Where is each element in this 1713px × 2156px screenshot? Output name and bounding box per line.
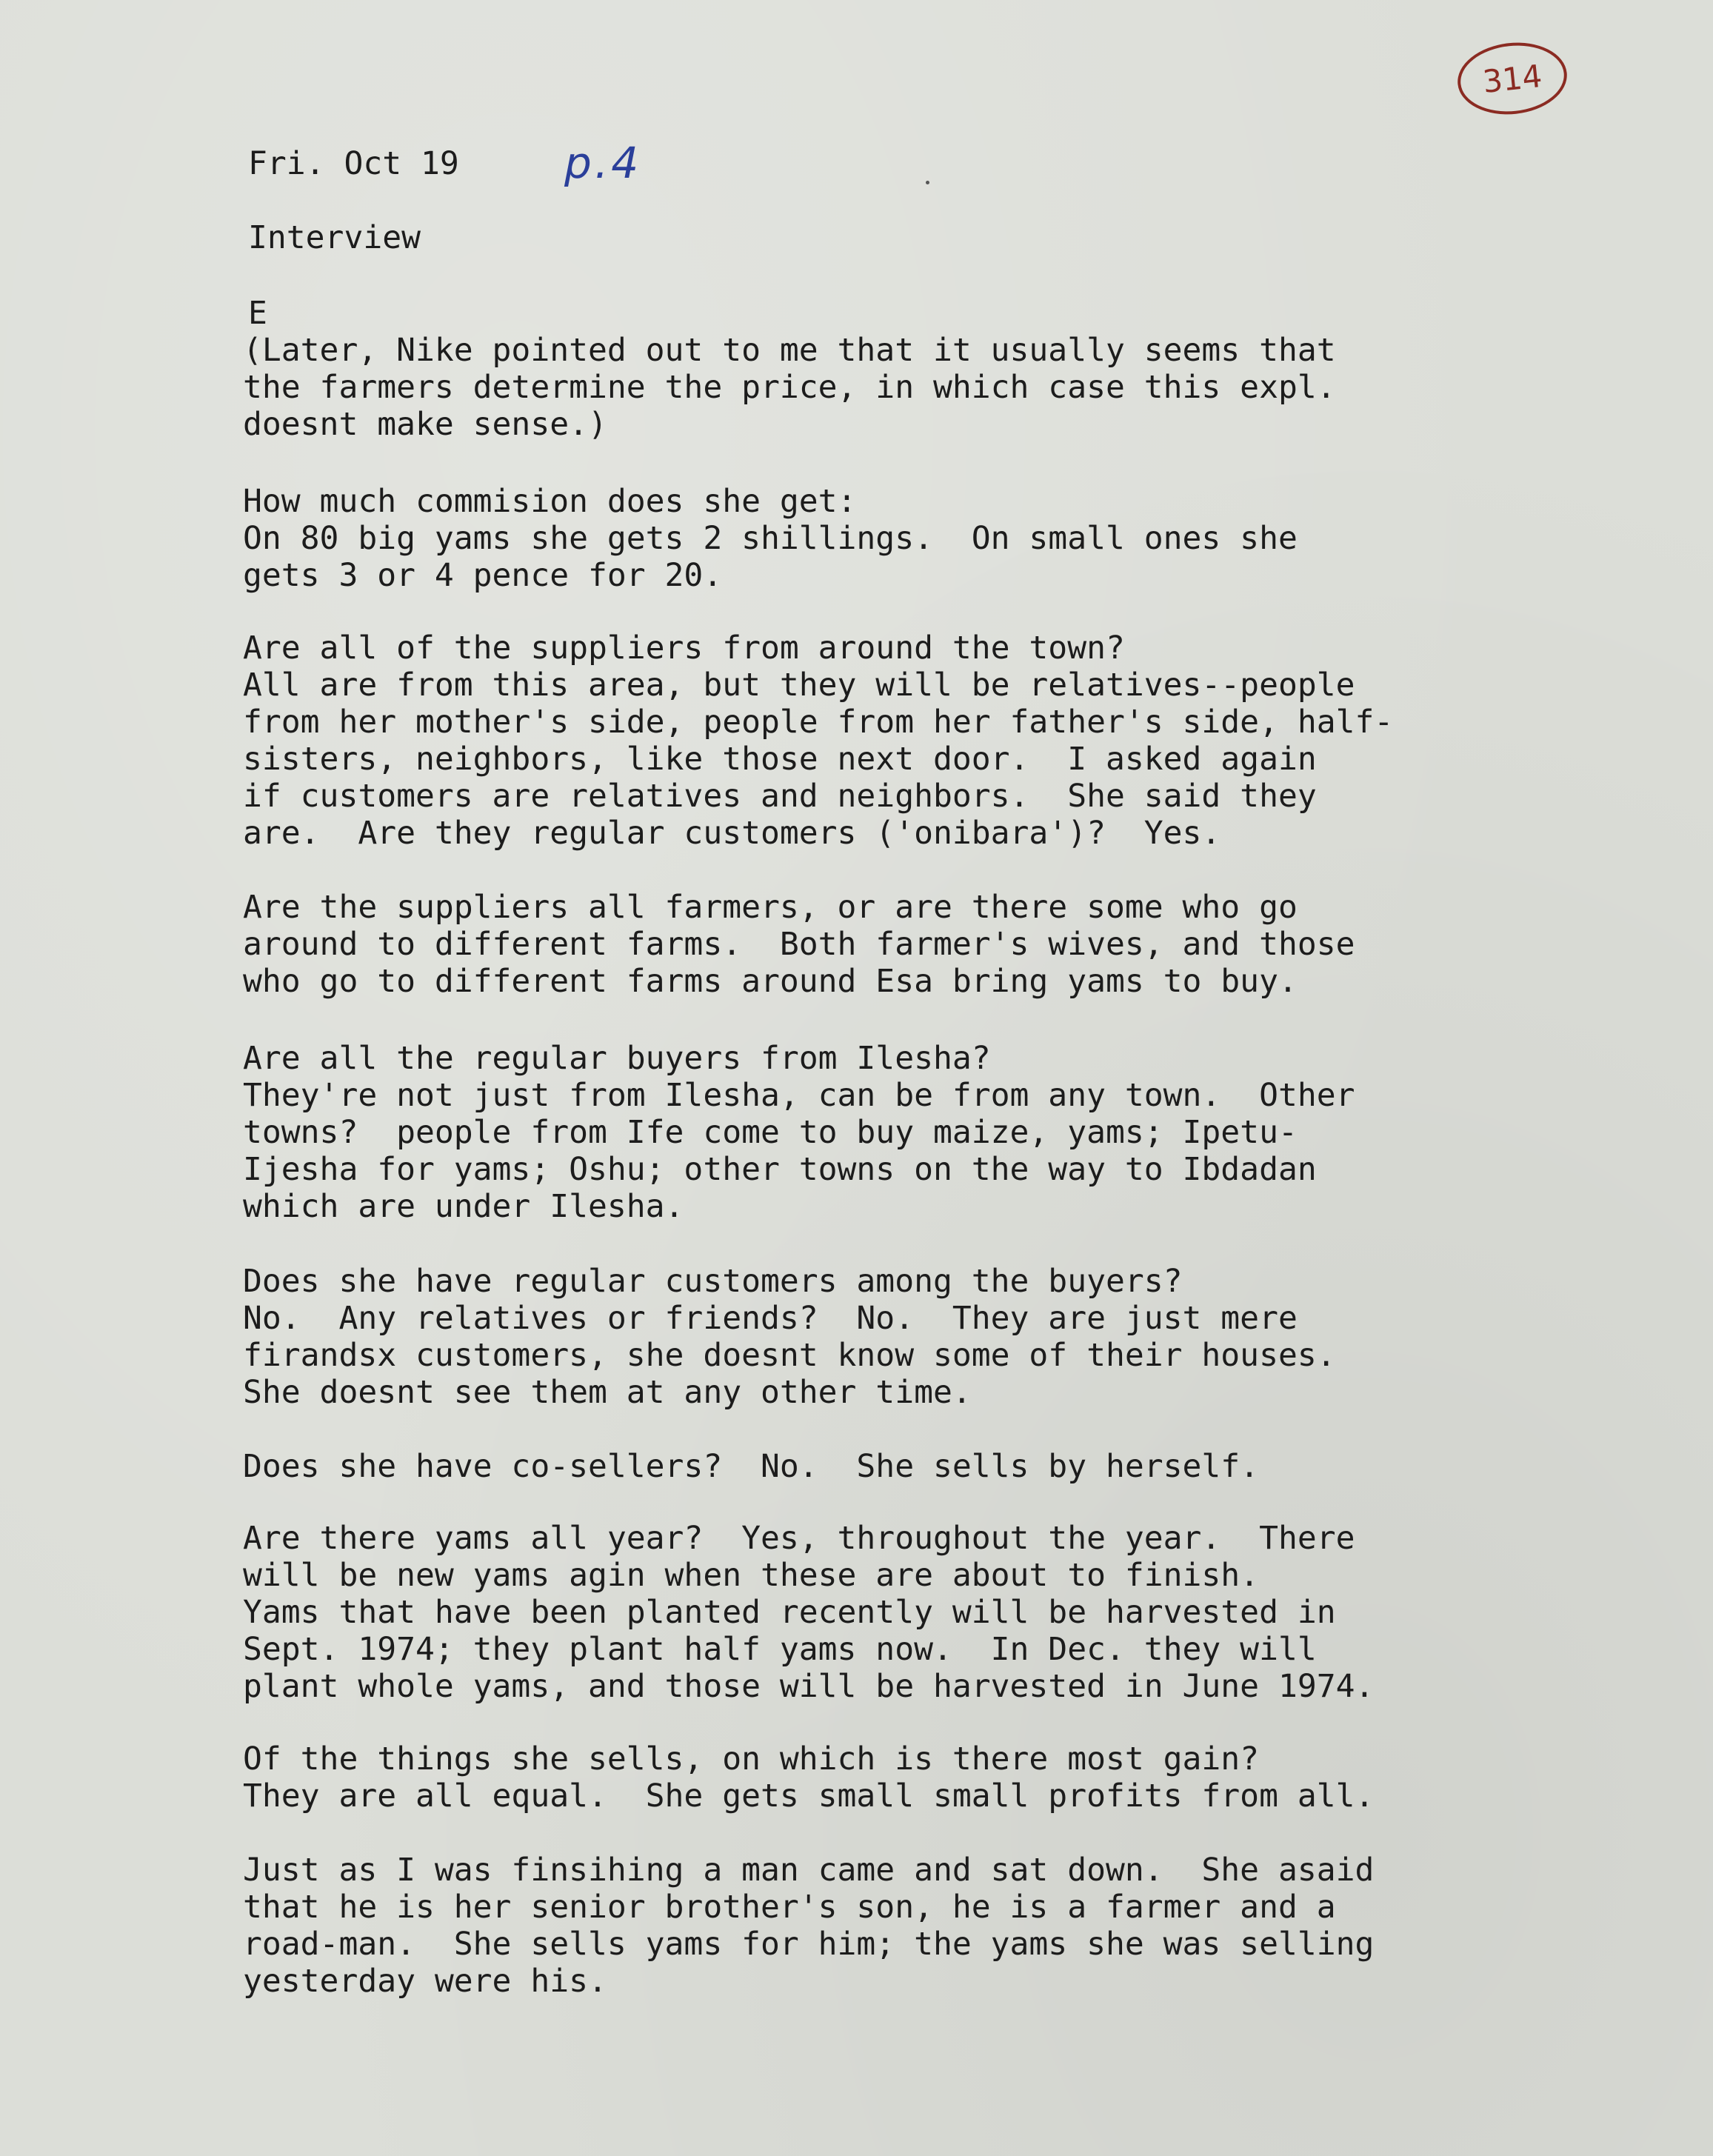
paragraph-co-sellers: Does she have co-sellers? No. She sells by herself. — [243, 1448, 1260, 1485]
paragraph-most-gain: Of the things she sells, on which is there most gain? They are all equal. She gets small small profits from all. — [243, 1741, 1375, 1815]
entry-date: Fri. Oct 19 — [248, 145, 459, 182]
paragraph-commision: How much commision does she get: On 80 big yams she gets 2 shillings. On small ones she gets 3 or 4 pence for 20. — [243, 483, 1298, 594]
paragraph-senior-brother-son: Just as I was finsihing a man came and sat down. She asaid that he is her senior brother's son, he is a farmer and a road-man. She sells yams for him; the yams she was selling yesterday were his. — [243, 1852, 1375, 2000]
handwritten-page-number: p.4 — [564, 138, 642, 188]
circled-page-number — [1454, 38, 1570, 120]
entry-title: Interview — [248, 219, 421, 256]
stray-mark — [926, 181, 929, 184]
paragraph-buyers: Are all the regular buyers from Ilesha? They're not just from Ilesha, can be from any town. Other towns? people from Ife come to buy maize, yams; Ipetu- Ijesha for yams; Oshu; other towns on the way to Ibdadan which are under Ilesha. — [243, 1040, 1355, 1225]
paragraph-regular-customers: Does she have regular customers among the buyers? No. Any relatives or friends? No. They are just mere firandsx customers, she doesnt know some of their houses. She doesnt see them at any other time. — [243, 1263, 1336, 1411]
paragraph-later-note: (Later, Nike pointed out to me that it usually seems that the farmers determine the price, in which case this expl. doesnt make sense.) — [243, 332, 1336, 443]
paragraph-farmers: Are the suppliers all farmers, or are there some who go around to different farms. Both farmer's wives, and those who go to different farms around Esa bring yams to buy. — [243, 889, 1355, 1000]
paragraph-suppliers: Are all of the suppliers from around the town? All are from this area, but they will be relatives--people from her mother's side, people from her father's side, half- sisters, neighbors, like those next door. I asked again if customers are relatives and neighbors. She said they are. Are they regular customers ('onibara')? Yes. — [243, 630, 1394, 852]
paragraph-marker: E — [248, 295, 267, 332]
circled-page-number-text: 314 — [1480, 57, 1544, 100]
paragraph-yams-all-year: Are there yams all year? Yes, throughout the year. There will be new yams agin when these are about to finish. Yams that have been planted recently will be harvested in Sept. 1974; they plant half yams now. In Dec. they will plant whole yams, and those will be harvested in June 1974. — [243, 1520, 1375, 1705]
